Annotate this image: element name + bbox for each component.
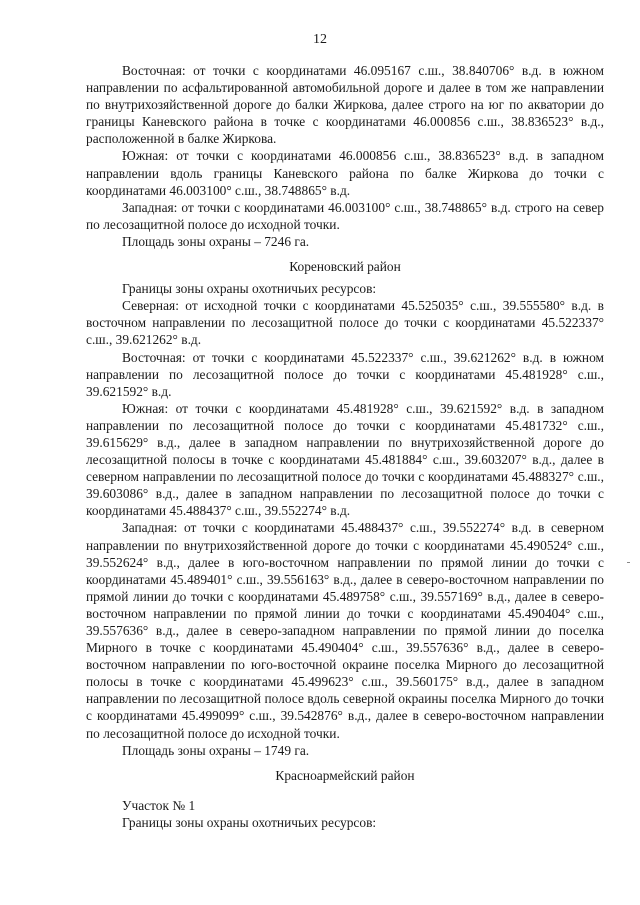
korenovsk-district-heading: Кореновский район (289, 259, 401, 275)
krasnoarmeysk-district-heading: Красноармейский район (275, 767, 415, 783)
page-number: 12 (313, 32, 327, 47)
korenovsk-area: Площадь зоны охраны – 1749 га. (122, 742, 310, 758)
korenovsk-north-boundary: Северная: от исходной точки с координатами 45.525035° с.ш., 39.555580° в.д. в восточном направлении по лесозащитной полосе до точки с координатами 45.522337° с.ш., 39.621262° в.д. (86, 298, 604, 348)
document-body (86, 62, 604, 831)
scan-artifact (627, 562, 630, 563)
spacer (86, 789, 604, 797)
kaniv-west-boundary: Западная: от точки с координатами 46.003100° с.ш., 38.748865° в.д. строго на север по лесозащитной полосе до исходной точки. (86, 199, 604, 232)
krasnoarmeysk-plot-label: Участок № 1 (122, 797, 196, 813)
kaniv-east-boundary: Восточная: от точки с координатами 46.095167 с.ш., 38.840706° в.д. в южном направлении по асфальтированной автомобильной дороге и далее в том же направлении по внутрихозяйственной дороге до балки Жиркова, далее строго на юг по акватории до границы Каневского района в точке с координатами 46.000856 с.ш., 38.836523° в.д., расположенной в балке Жиркова. (86, 63, 604, 147)
krasnoarmeysk-intro: Границы зоны охраны охотничьих ресурсов: (122, 814, 377, 830)
korenovsk-east-boundary: Восточная: от точки с координатами 45.522337° с.ш., 39.621262° в.д. в южном направлении по лесозащитной полосе до точки с координатами 45.481928° с.ш., 39.621592° в.д. (86, 349, 604, 399)
kaniv-south-boundary: Южная: от точки с координатами 46.000856 с.ш., 38.836523° в.д. в западном направлении вдоль границы Каневского района по балке Жиркова до точки с координатами 46.003100° с.ш., 38.748865° в.д. (86, 148, 604, 198)
korenovsk-west-boundary: Западная: от точки с координатами 45.488437° с.ш., 39.552274° в.д. в северном направлении по внутрихозяйственной дороге до точки с координатами 45.490524° с.ш., 39.552624° в.д., далее в юго-восточном направлении по прямой линии до точки с координатами 45.489401° с.ш., 39.556163° в.д., далее в северо-восточном направлении по прямой линии до точки с координатами 45.489758° с.ш., 39.557169° в.д., далее в северо-восточном направлении по прямой линии до точки с координатами 45.490404° с.ш., 39.557636° в.д., далее в северо-западном направлении по прямой линии до поселка Мирного в точке с координатами 45.490404° с.ш., 39.557636° в.д., далее в северо-восточном направлении по юго-восточной окраине поселка Мирного до лесозащитной полосы в точке с координатами 45.499623° с.ш., 39.560175° в.д., далее в западном направлении по лесозащитной полосе вдоль северной окраины поселка Мирного до точки с координатами 45.499099° с.ш., 39.542876° в.д., далее в северо-восточном направлении по лесозащитной полосе до исходной точки. (86, 520, 604, 741)
korenovsk-south-boundary: Южная: от точки с координатами 45.481928° с.ш., 39.621592° в.д. в западном направлении по лесозащитной полосе до точки с координатами 45.481732° с.ш., 39.615629° в.д., далее в западном направлении по внутрихозяйственной дороге до лесозащитной полосы в точке с координатами 45.481884° с.ш., 39.603207° в.д., далее в северном направлении по лесозащитной полосе до точки с координатами 45.488327° с.ш., 39.603086° в.д., далее в западном направлении по лесозащитной полосе до точки с координатами 45.488437° с.ш., 39.552274° в.д. (86, 400, 604, 519)
korenovsk-intro: Границы зоны охраны охотничьих ресурсов: (122, 281, 377, 297)
kaniv-area: Площадь зоны охраны – 7246 га. (122, 233, 310, 249)
